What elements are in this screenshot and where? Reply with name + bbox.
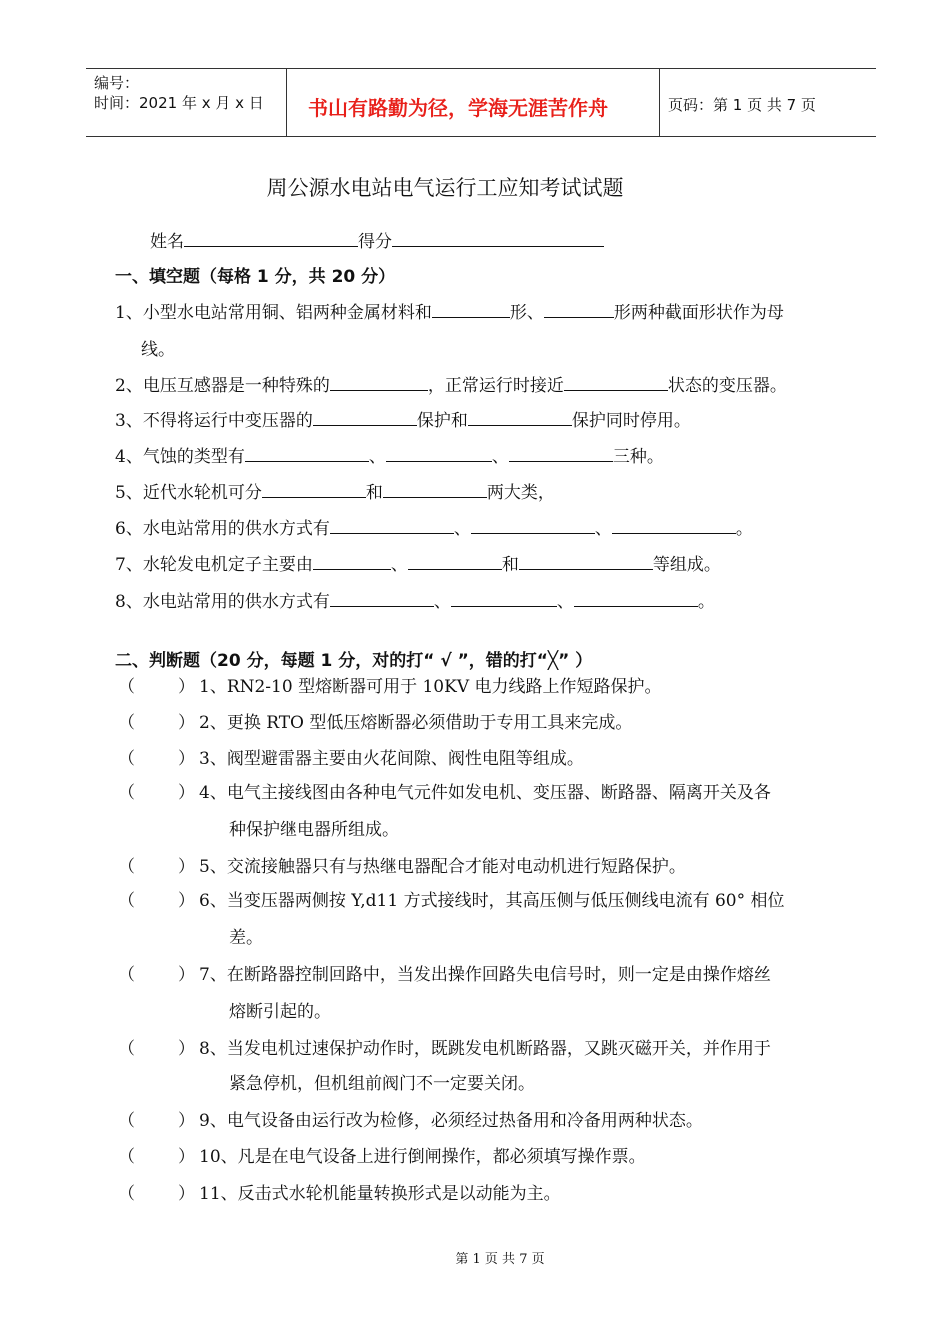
answer-paren-close: ） [178,965,195,985]
fill-question-1 [115,298,784,323]
judgment-question-text: 7、在断路器控制回路中，当发出操作回路失电信号时，则一定是由操作熔丝 [199,965,771,985]
judgment-question-continuation: 种保护继电器所组成。 [229,820,399,840]
fill-question-7 [115,550,721,575]
q6-text-b: 、 [453,519,471,539]
answer-paren-close: ） [178,677,195,697]
q7-blank-1[interactable] [313,555,391,570]
q1-text-c: 形两种截面形状作为母 [613,303,784,323]
header-time-label: 时间：2021 年 x 月 x 日 [94,94,264,112]
judgment-question-continuation: 差。 [229,928,263,948]
q6-text-a: 6、水电站常用的供水方式有 [115,519,330,539]
q8-text-d: 。 [697,592,715,612]
q5-text-b: 和 [365,483,383,503]
answer-paren-open: （ [118,891,135,911]
judgment-question-continuation: 熔断引起的。 [229,1002,331,1022]
q2-text-c: 状态的变压器。 [667,376,787,396]
q8-text-b: 、 [433,592,451,612]
q4-text-d: 三种。 [612,447,664,467]
judgment-question-text: 6、当变压器两侧按 Y,d11 方式接线时，其高压侧与低压侧线电流有 60° 相位 [199,891,785,911]
name-blank[interactable] [184,232,358,247]
answer-paren-close: ） [178,1039,195,1059]
q3-blank-2[interactable] [468,411,572,426]
q3-text-c: 保护同时停用。 [571,411,691,431]
judgment-question-text: 3、阀型避雷器主要由火花间隙、阀性电阻等组成。 [199,749,584,769]
q2-text-b: ，正常运行时接近 [427,376,564,396]
q4-blank-2[interactable] [386,447,492,462]
answer-slot[interactable] [140,672,180,692]
answer-paren-close: ） [178,1111,195,1131]
header-number-label: 编号： [94,74,140,92]
q7-blank-2[interactable] [408,555,502,570]
judgment-question-text: 8、当发电机过速保护动作时，既跳发电机断路器，又跳灭磁开关，并作用于 [199,1039,771,1059]
judgment-question-continuation: 紧急停机，但机组前阀门不一定要关闭。 [229,1074,535,1094]
name-score-row [150,227,604,252]
answer-paren-open: （ [118,1184,135,1204]
fill-question-2 [115,371,787,396]
section1-heading: 一、填空题（每格 1 分，共 20 分） [115,267,396,287]
name-label: 姓名 [150,232,184,252]
answer-paren-open: （ [118,857,135,877]
q5-blank-2[interactable] [383,483,487,498]
judgment-question-text: 9、电气设备由运行改为检修，必须经过热备用和冷备用两种状态。 [199,1111,703,1131]
judgment-question-text: 11、反击式水轮机能量转换形式是以动能为主。 [199,1184,561,1204]
answer-paren-open: （ [118,965,135,985]
answer-slot[interactable] [140,1179,180,1199]
answer-paren-close: ） [178,713,195,733]
judgment-question-text: 4、电气主接线图由各种电气元件如发电机、变压器、断路器、隔离开关及各 [199,783,771,803]
section2-heading: 二、判断题（20 分，每题 1 分，对的打“ √ ”，错的打“╳” ） [115,651,593,671]
answer-paren-close: ） [178,783,195,803]
q4-text-b: 、 [368,447,386,467]
header-bottom-rule [86,136,876,137]
page-footer: 第 1 页 共 7 页 [455,1252,545,1267]
answer-slot[interactable] [140,744,180,764]
q6-text-d: 。 [735,519,753,539]
answer-paren-open: （ [118,677,135,697]
answer-paren-close: ） [178,1184,195,1204]
q1-blank-2[interactable] [544,303,614,318]
q2-blank-1[interactable] [330,376,428,391]
q6-blank-3[interactable] [612,519,736,534]
q3-text-b: 保护和 [416,411,468,431]
fill-question-6 [115,514,753,539]
score-label: 得分 [358,232,392,252]
answer-paren-close: ） [178,891,195,911]
q6-text-c: 、 [594,519,612,539]
answer-slot[interactable] [140,708,180,728]
answer-paren-close: ） [178,857,195,877]
answer-slot[interactable] [140,886,180,906]
header-divider-left [286,68,287,136]
q2-text-a: 2、电压互感器是一种特殊的 [115,376,330,396]
answer-paren-open: （ [118,783,135,803]
q4-blank-1[interactable] [245,447,369,462]
fill-question-1-cont: 线。 [141,340,175,360]
header-top-rule [86,68,876,69]
q5-text-c: 两大类， [486,483,555,503]
fill-question-8 [115,587,715,612]
q8-blank-3[interactable] [574,592,698,607]
fill-question-3 [115,406,691,431]
q7-text-b: 、 [390,555,408,575]
answer-paren-open: （ [118,1039,135,1059]
q7-text-d: 等组成。 [652,555,721,575]
q7-text-a: 7、水轮发电机定子主要由 [115,555,313,575]
q5-blank-1[interactable] [262,483,366,498]
header-motto: 书山有路勤为径，学海无涯苦作舟 [308,96,608,120]
q8-blank-2[interactable] [451,592,557,607]
q1-text-a: 1、小型水电站常用铜、铝两种金属材料和 [115,303,432,323]
q5-text-a: 5、近代水轮机可分 [115,483,262,503]
q3-blank-1[interactable] [313,411,417,426]
answer-slot[interactable] [140,1106,180,1126]
answer-slot[interactable] [140,960,180,980]
answer-slot[interactable] [140,778,180,798]
q8-blank-1[interactable] [330,592,434,607]
answer-slot[interactable] [140,1034,180,1054]
q4-text-c: 、 [491,447,509,467]
header-divider-right [659,68,660,136]
q7-text-c: 和 [501,555,519,575]
answer-slot[interactable] [140,1142,180,1162]
answer-paren-open: （ [118,749,135,769]
fill-question-4 [115,442,664,467]
q4-blank-3[interactable] [509,447,613,462]
fill-question-5 [115,478,555,503]
header-page-info: 页码：第 1 页 共 7 页 [668,96,816,114]
q2-blank-2[interactable] [564,376,668,391]
q8-text-c: 、 [556,592,574,612]
judgment-question-text: 1、RN2-10 型熔断器可用于 10KV 电力线路上作短路保护。 [199,677,662,697]
answer-paren-close: ） [178,1147,195,1167]
q4-text-a: 4、气蚀的类型有 [115,447,245,467]
answer-paren-close: ） [178,749,195,769]
judgment-question-text: 10、凡是在电气设备上进行倒闸操作，都必须填写操作票。 [199,1147,646,1167]
answer-paren-open: （ [118,713,135,733]
answer-paren-open: （ [118,1111,135,1131]
q1-text-b: 形、 [509,303,544,323]
q7-blank-3[interactable] [519,555,653,570]
q1-blank-1[interactable] [432,303,510,318]
judgment-question-text: 5、交流接触器只有与热继电器配合才能对电动机进行短路保护。 [199,857,686,877]
answer-slot[interactable] [140,852,180,872]
q6-blank-1[interactable] [330,519,454,534]
judgment-question-text: 2、更换 RTO 型低压熔断器必须借助于专用工具来完成。 [199,713,633,733]
q6-blank-2[interactable] [471,519,595,534]
exam-title: 周公源水电站电气运行工应知考试试题 [266,176,624,200]
answer-paren-open: （ [118,1147,135,1167]
q8-text-a: 8、水电站常用的供水方式有 [115,592,330,612]
score-blank[interactable] [392,232,604,247]
q3-text-a: 3、不得将运行中变压器的 [115,411,313,431]
